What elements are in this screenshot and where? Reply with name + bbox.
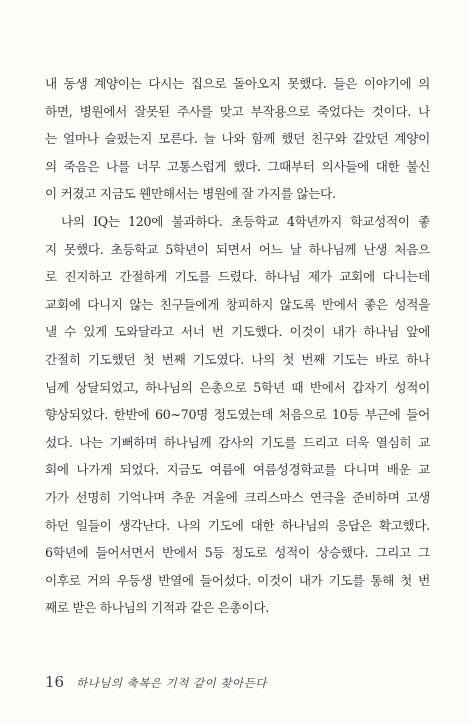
text-line: 교회에 다니지 않는 친구들에게 창피하지 않도록 반에서 좋은 성적을 xyxy=(45,296,430,312)
text-line: 회에 나가게 되었다. 지금도 여름에 여름성경학교를 다니며 배운 교 xyxy=(45,462,430,478)
text-line: 째로 받은 하나님의 기적과 같은 은총이다. xyxy=(45,600,269,616)
text-line: 섰다. 나는 기뻐하며 하나님께 감사의 기도를 드리고 더욱 열심히 교 xyxy=(45,434,430,450)
text-line: 낼 수 있게 도와달라고 서너 번 기도했다. 이것이 내가 하나님 앞에 xyxy=(45,324,430,340)
text-line: 하던 일들이 생각난다. 나의 기도에 대한 하나님의 응답은 확고했다. xyxy=(45,517,430,533)
page-body xyxy=(45,70,430,622)
text-line: 이 커졌고 지금도 웬만해서는 병원에 잘 가지를 않는다. xyxy=(45,186,336,202)
page-footer xyxy=(45,673,267,693)
text-line: 간절히 기도했던 첫 번째 기도였다. 나의 첫 번째 기도는 바로 하나 xyxy=(45,351,430,367)
text-line: 의 죽음은 나를 너무 고통스럽게 했다. 그때부터 의사들에 대한 불신 xyxy=(45,158,430,174)
text-line: 로 진지하고 간절하게 기도를 드렸다. 하나님 제가 교회에 다니는데 xyxy=(45,269,430,285)
text-line: 하면, 병원에서 잘못된 주사를 맞고 부작용으로 죽었다는 것이다. 나 xyxy=(45,103,430,119)
paragraph-1 xyxy=(45,70,430,208)
text-line: 나의 IQ는 120에 불과하다. 초등학교 4학년까지 학교성적이 좋 xyxy=(61,213,430,229)
text-line: 가가 선명히 기억나며 추운 겨울에 크리스마스 연극을 준비하며 고생 xyxy=(45,489,430,505)
running-title: 하나님의 축복은 기적 같이 찾아든다 xyxy=(76,676,267,690)
text-line: 는 얼마나 슬펐는지 모른다. 늘 나와 함께 했던 친구와 같았던 계양이 xyxy=(45,131,430,147)
text-line: 지 못했다. 초등학교 5학년이 되면서 어느 날 하나님께 난생 처음으 xyxy=(45,241,430,257)
text-line: 내 동생 계양이는 다시는 집으로 돌아오지 못했다. 들은 이야기에 의 xyxy=(45,76,430,91)
text-line: 향상되었다. 한반에 60~70명 정도였는데 처음으로 10등 부근에 들어 xyxy=(45,407,430,423)
page-number: 16 xyxy=(45,673,65,691)
text-line: 이후로 거의 우등생 반열에 들어섰다. 이것이 내가 기도를 통해 첫 번 xyxy=(45,572,430,588)
paragraph-2 xyxy=(45,208,430,622)
text-line: 6학년에 들어서면서 반에서 5등 정도로 성적이 상승했다. 그리고 그 xyxy=(45,545,430,561)
text-line: 님께 상달되었고, 하나님의 은총으로 5학년 때 반에서 갑자기 성적이 xyxy=(45,379,430,395)
